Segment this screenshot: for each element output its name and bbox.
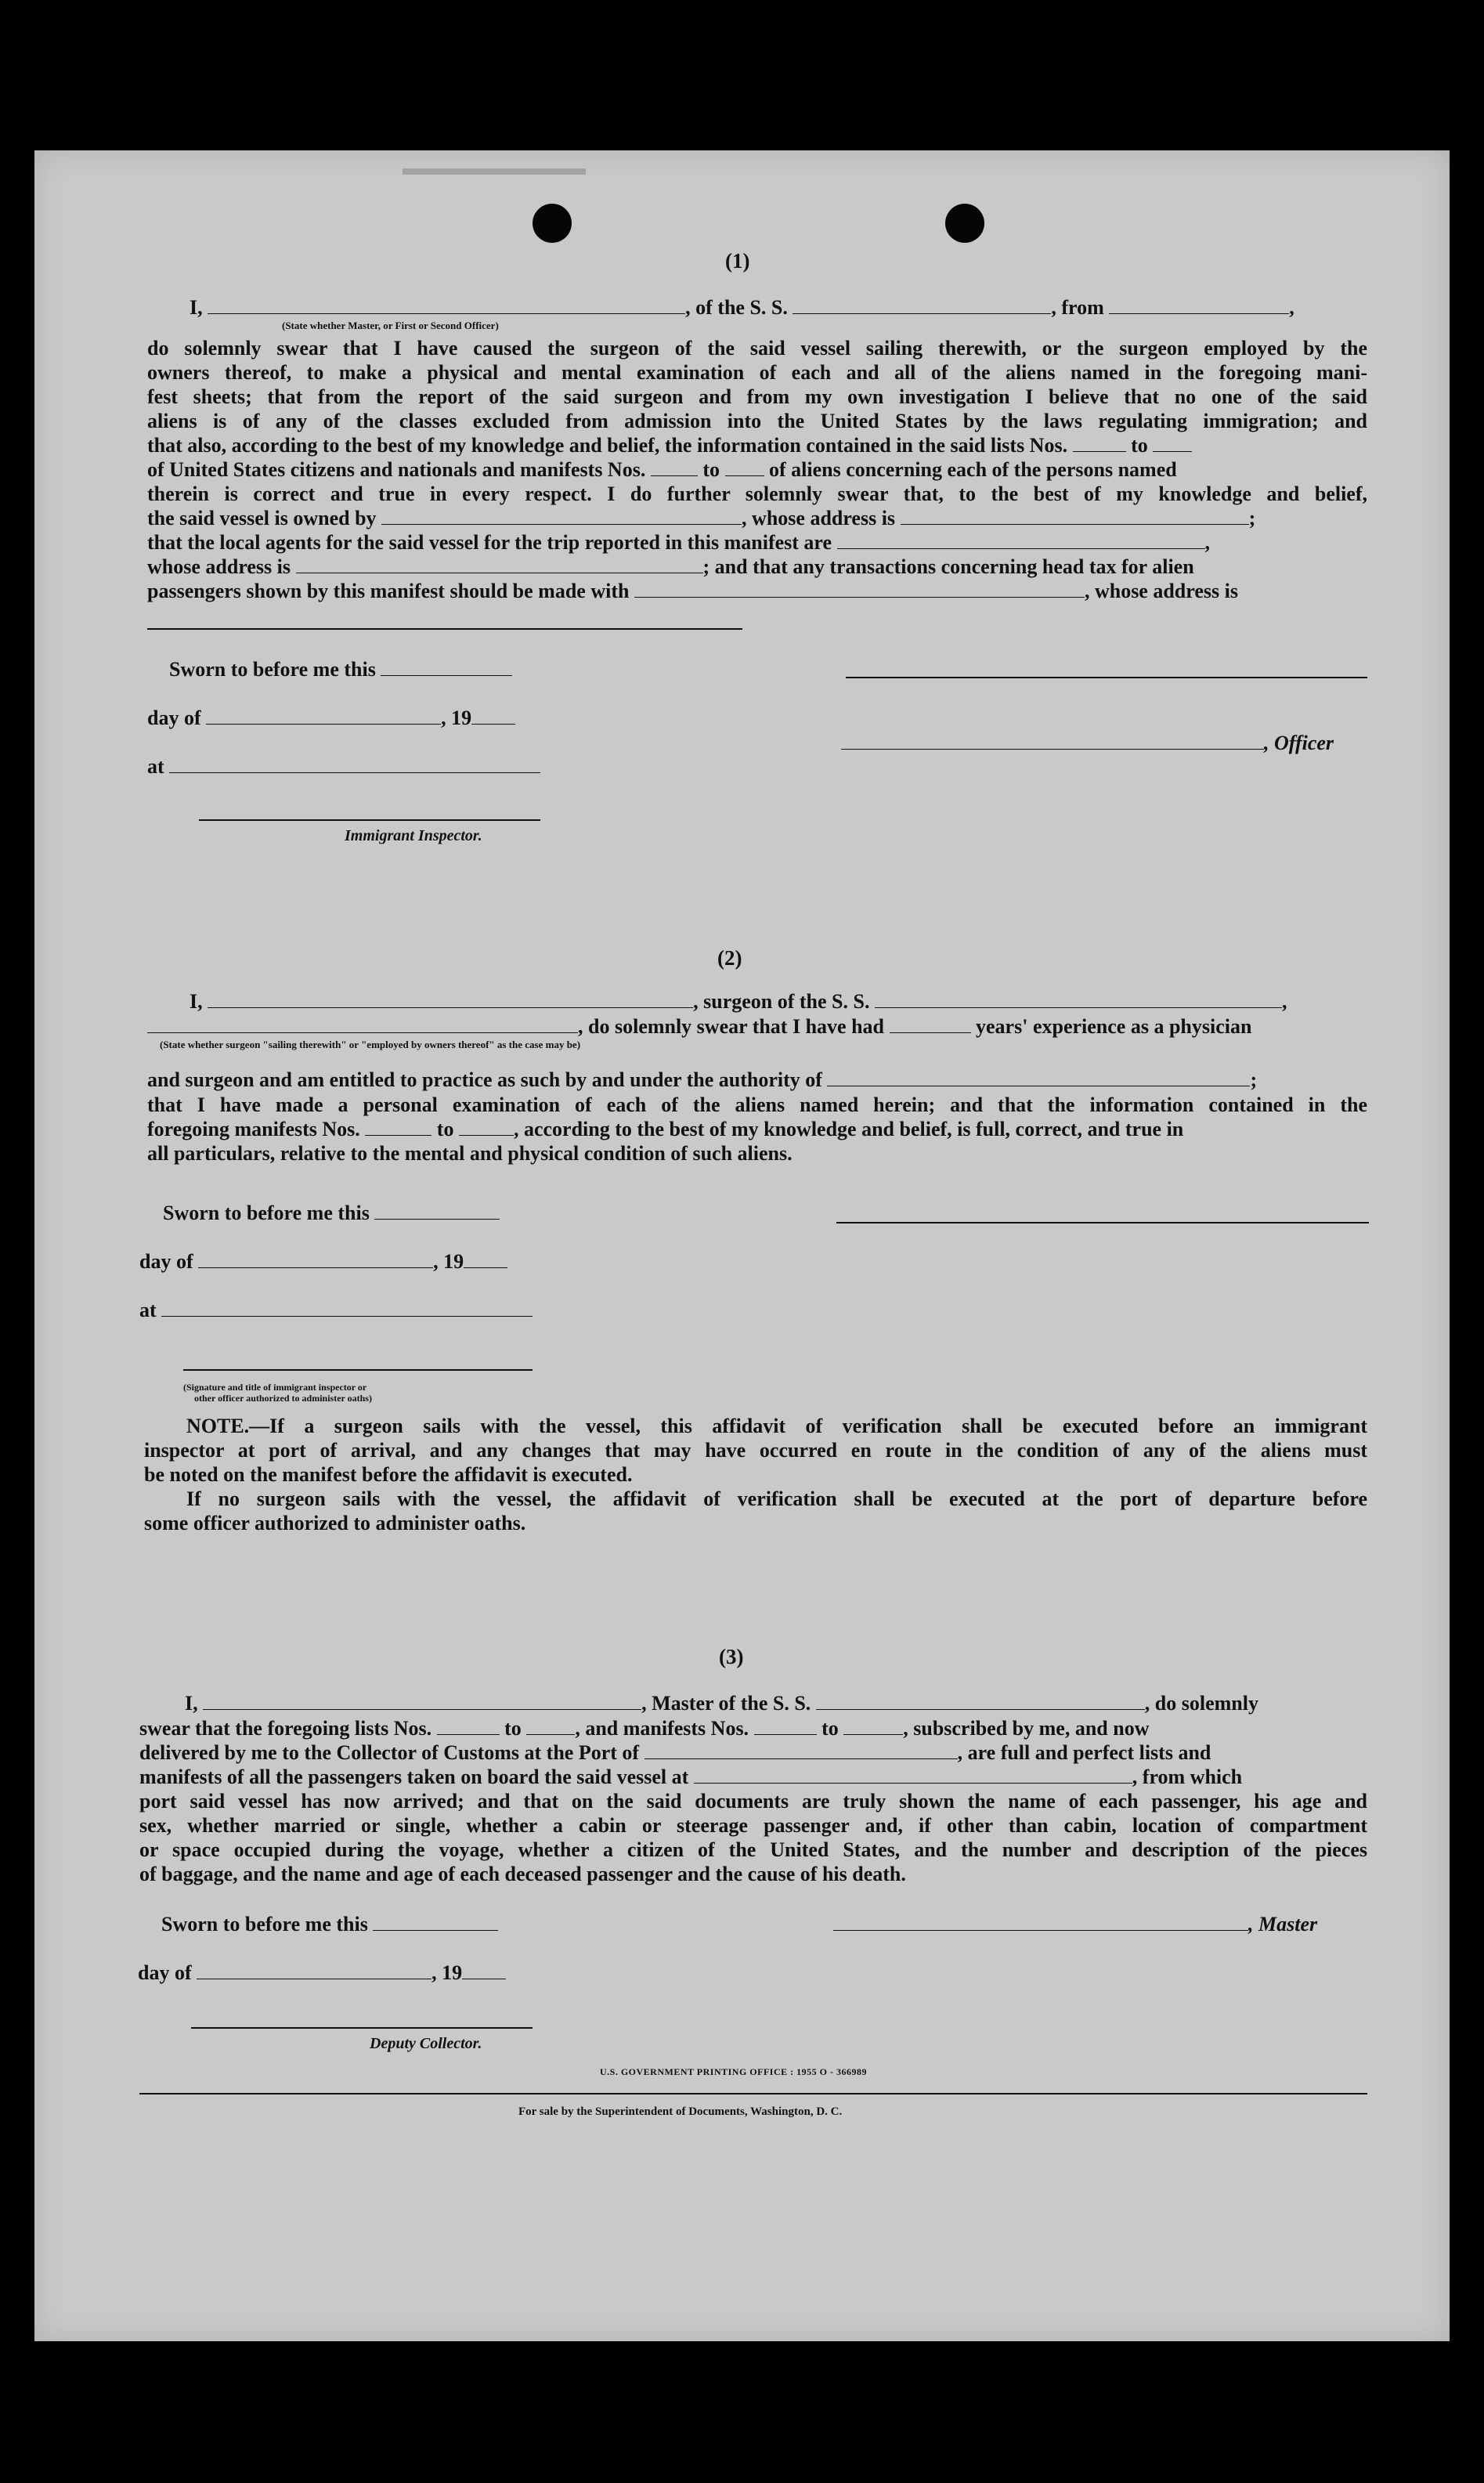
s1-i: I, — [190, 296, 203, 319]
s2-sworn — [163, 1202, 500, 1225]
officer-signature-field[interactable] — [846, 677, 1367, 678]
s3-text-2: sex, whether married or single, whether a cabin or steerage passenger and, if other than cabin, location of compartment — [139, 1814, 1367, 1837]
port-of-arrival-field[interactable] — [645, 1741, 958, 1759]
footer-rule — [139, 2093, 1367, 2094]
s3-text-3: or space occupied during the voyage, whether a citizen of the United States, and the number and description of the pieces — [139, 1838, 1367, 1861]
s3-taken-text: manifests of all the passengers taken on board the said vessel at — [139, 1766, 689, 1788]
s1-lists-to: to — [1131, 434, 1148, 457]
s2-physician-text: years' experience as a physician — [976, 1015, 1252, 1038]
sig-note-1: (Signature and title of immigrant inspector or — [183, 1382, 367, 1393]
s3-day-of-label: day of — [138, 1961, 192, 1984]
s3-manifests-to-field[interactable] — [843, 1717, 903, 1735]
printing-office: U.S. GOVERNMENT PRINTING OFFICE : 1955 O - 366989 — [600, 2066, 867, 2077]
s3-vessel-field[interactable] — [816, 1692, 1145, 1710]
s2-line-3 — [147, 1068, 1367, 1092]
s2-month-field[interactable] — [198, 1250, 433, 1268]
s1-from: , from — [1051, 296, 1104, 319]
s3-sworn — [161, 1913, 498, 1936]
s3-from-which: , from which — [1132, 1766, 1243, 1788]
section-1-number: (1) — [725, 249, 750, 273]
officer-rank-field[interactable] — [208, 296, 685, 314]
s3-day-of — [138, 1961, 506, 1985]
s1-agents-comma: , — [1204, 531, 1211, 554]
lists-to-field[interactable] — [1153, 434, 1192, 452]
s3-manifests-text: , and manifests Nos. — [575, 1717, 749, 1740]
s1-whose-line — [147, 555, 1367, 579]
section-2-number: (2) — [717, 946, 742, 970]
s1-owned-text: the said vessel is owned by — [147, 507, 377, 529]
s2-manifests-to-field[interactable] — [459, 1118, 514, 1136]
officer-label: , Officer — [1264, 732, 1334, 754]
agents-address-field[interactable] — [296, 555, 703, 573]
punch-hole-right — [945, 204, 984, 243]
punch-hole-left — [533, 204, 572, 243]
section-3-number: (3) — [719, 1645, 744, 1668]
s3-collector-text: delivered by me to the Collector of Customs at the Port of — [139, 1741, 640, 1764]
s3-lists-to-field[interactable] — [526, 1717, 575, 1735]
s3-line-4 — [139, 1766, 1367, 1789]
s1-place-field[interactable] — [169, 755, 540, 773]
s1-agents-line — [147, 531, 1367, 555]
note-line-1: NOTE.—If a surgeon sails with the vessel, this affidavit of verification shall be executed before an immigrant — [186, 1415, 1367, 1437]
master-label: , Master — [1248, 1913, 1318, 1935]
years-experience-field[interactable] — [890, 1015, 971, 1033]
s3-subscribed-text: , subscribed by me, and now — [903, 1717, 1150, 1740]
s3-sworn-label: Sworn to before me this — [161, 1913, 368, 1935]
manifests-from-field[interactable] — [651, 458, 698, 476]
s2-at — [139, 1299, 533, 1322]
s2-line-5 — [147, 1118, 1367, 1141]
s3-master-line — [833, 1913, 1367, 1936]
s1-citizens-to: to — [702, 458, 720, 481]
s1-text-1: do solemnly swear that I have caused the surgeon of the said vessel sailing therewith, or the surgeon employed by the — [147, 337, 1367, 360]
s2-day-of-label: day of — [139, 1250, 193, 1273]
sig-note-2: other officer authorized to administer oaths) — [194, 1393, 372, 1404]
s3-text-4: of baggage, and the name and age of each deceased passenger and the cause of his death. — [139, 1863, 906, 1885]
headtax-agent-field[interactable] — [634, 580, 1085, 598]
s3-year-field[interactable] — [462, 1961, 506, 1979]
s1-officer-line — [841, 732, 1367, 755]
s2-vessel-field[interactable] — [875, 990, 1282, 1008]
s1-of-ss: , of the S. S. — [685, 296, 788, 319]
s2-year-field[interactable] — [464, 1250, 507, 1268]
surgeon-signature-field[interactable] — [836, 1222, 1369, 1223]
s2-line-2 — [147, 1015, 1367, 1039]
s1-text-3: fest sheets; that from the report of the said surgeon and from my own investigation I believe that no one of the said — [147, 385, 1367, 408]
s3-solemnly: , do solemnly — [1144, 1692, 1258, 1715]
s3-perfect-text: , are full and perfect lists and — [957, 1741, 1211, 1764]
s2-semicolon: ; — [1250, 1068, 1258, 1091]
s1-passengers-line — [147, 580, 1367, 603]
s1-at — [147, 755, 540, 779]
s1-sworn-label: Sworn to before me this — [169, 658, 376, 681]
s2-line-1 — [190, 990, 1367, 1014]
s2-manifests-from-field[interactable] — [365, 1118, 431, 1136]
s1-agents-text: that the local agents for the said vessel for the trip reported in this manifest are — [147, 531, 832, 554]
sale-notice: For sale by the Superintendent of Documents, Washington, D. C. — [518, 2105, 843, 2118]
s1-at-label: at — [147, 755, 164, 778]
s3-master-label: , Master of the S. S. — [641, 1692, 811, 1715]
s1-sworn-day-field[interactable] — [381, 658, 512, 676]
s1-headtax-address-label: , whose address is — [1084, 580, 1238, 602]
s1-line-1 — [190, 296, 1367, 320]
s3-lists-from-field[interactable] — [437, 1717, 500, 1735]
s3-month-field[interactable] — [197, 1961, 431, 1979]
s2-surgeon-label: , surgeon of the S. S. — [693, 990, 870, 1013]
s3-to-2: to — [821, 1717, 839, 1740]
s2-sworn-label: Sworn to before me this — [163, 1202, 370, 1224]
s2-i: I, — [190, 990, 203, 1013]
s2-place-field[interactable] — [161, 1299, 533, 1317]
s3-lists-text: swear that the foregoing lists Nos. — [139, 1717, 432, 1740]
port-from-field[interactable] — [1109, 296, 1289, 314]
s1-headtax-text: ; and that any transactions concerning head tax for alien — [702, 555, 1194, 578]
s3-line-1 — [185, 1692, 1367, 1715]
s1-comma: , — [1289, 296, 1294, 319]
s3-manifests-from-field[interactable] — [754, 1717, 817, 1735]
s1-sworn — [169, 658, 512, 681]
s2-comma: , — [1281, 990, 1287, 1013]
s1-month-field[interactable] — [206, 707, 441, 725]
s3-line-2 — [139, 1717, 1367, 1740]
port-of-departure-field[interactable] — [694, 1766, 1132, 1784]
s1-text-2: owners thereof, to make a physical and mental examination of each and all of the aliens named in the foregoing mani- — [147, 361, 1367, 384]
s2-year-label: , 19 — [433, 1250, 464, 1273]
inspector-label: Immigrant Inspector. — [345, 827, 482, 844]
s3-text-1: port said vessel has now arrived; and that on the said documents are truly shown the name of each passenger, his age and — [139, 1790, 1367, 1813]
s1-passengers-text: passengers shown by this manifest should be made with — [147, 580, 630, 602]
headtax-address-field[interactable] — [147, 628, 742, 630]
s1-citizens-tail: of aliens concerning each of the persons named — [769, 458, 1177, 481]
s2-sworn-day-field[interactable] — [374, 1202, 500, 1220]
s2-swear-text: , do solemnly swear that I have had — [578, 1015, 885, 1038]
s1-day-of — [147, 707, 515, 730]
s2-at-label: at — [139, 1299, 157, 1321]
s2-line-4: that I have made a personal examination of each of the aliens named herein; and that the information contained in the — [147, 1093, 1367, 1116]
agents-field[interactable] — [837, 531, 1205, 549]
document-page — [34, 150, 1450, 2341]
surgeon-name-field[interactable] — [208, 990, 693, 1008]
vessel-name-field[interactable] — [793, 296, 1051, 314]
manifests-to-field[interactable] — [725, 458, 764, 476]
s2-day-of — [139, 1250, 507, 1274]
surgeon-status-field[interactable] — [147, 1015, 578, 1033]
s1-correct-line: therein is correct and true in every respect. I do further solemnly swear that, to the best of my knowledge and belief, — [147, 483, 1367, 505]
s2-manifests-text: foregoing manifests Nos. — [147, 1118, 360, 1140]
collector-label: Deputy Collector. — [370, 2035, 482, 2052]
s1-lists-text: that also, according to the best of my knowledge and belief, the information contained in the said lists Nos. — [147, 434, 1068, 457]
s2-authority-text: and surgeon and am entitled to practice as such by and under the authority of — [147, 1068, 822, 1091]
s2-line-6: all particulars, relative to the mental and physical condition of such aliens. — [147, 1142, 793, 1165]
s1-lists-line — [147, 434, 1367, 457]
note-line-2: inspector at port of arrival, and any changes that may have occurred en route in the condition of any of the aliens must — [144, 1439, 1367, 1462]
bleed-through-mark: ▬▬▬▬▬▬▬▬▬ — [403, 157, 586, 179]
note-line-4: If no surgeon sails with the vessel, the affidavit of verification shall be executed at the port of departure before — [186, 1487, 1367, 1510]
s2-belief-text: , according to the best of my knowledge and belief, is full, correct, and true in — [513, 1118, 1184, 1140]
lists-from-field[interactable] — [1073, 434, 1126, 452]
s1-whose-text: whose address is — [147, 555, 291, 578]
s3-year-label: , 19 — [431, 1961, 463, 1984]
s3-i: I, — [185, 1692, 198, 1715]
s2-to: to — [436, 1118, 454, 1140]
master-name-field[interactable] — [203, 1692, 641, 1710]
inspector-signature-field[interactable] — [199, 819, 540, 821]
s1-text-4: aliens is of any of the classes excluded from admission into the United States by the laws regulating immigration; and — [147, 410, 1367, 432]
s3-to-1: to — [504, 1717, 522, 1740]
s1-citizens-line — [147, 458, 1367, 482]
s1-citizens-text: of United States citizens and nationals and manifests Nos. — [147, 458, 646, 481]
note-line-3: be noted on the manifest before the affidavit is executed. — [144, 1463, 633, 1486]
owner-address-field[interactable] — [901, 507, 1249, 525]
s1-owner-address-label: , whose address is — [742, 507, 896, 529]
s1-semicolon: ; — [1248, 507, 1256, 529]
s1-year-label: , 19 — [441, 707, 472, 729]
authority-field[interactable] — [827, 1068, 1250, 1086]
s1-year-field[interactable] — [471, 707, 515, 725]
s3-line-3 — [139, 1741, 1367, 1765]
s2-inspector-signature-field[interactable] — [183, 1369, 533, 1371]
owner-field[interactable] — [381, 507, 742, 525]
s1-day-of-label: day of — [147, 707, 201, 729]
s3-sworn-day-field[interactable] — [373, 1913, 498, 1931]
s1-owned-line — [147, 507, 1367, 530]
collector-signature-field[interactable] — [191, 2027, 533, 2029]
officer-note: (State whether Master, or First or Second Officer) — [282, 320, 499, 331]
officer-name-field[interactable] — [841, 732, 1264, 750]
note-line-5: some officer authorized to administer oaths. — [144, 1512, 526, 1534]
master-signature-field[interactable] — [833, 1913, 1248, 1931]
surgeon-note: (State whether surgeon "sailing therewith" or "employed by owners thereof" as the case may be) — [160, 1039, 581, 1050]
